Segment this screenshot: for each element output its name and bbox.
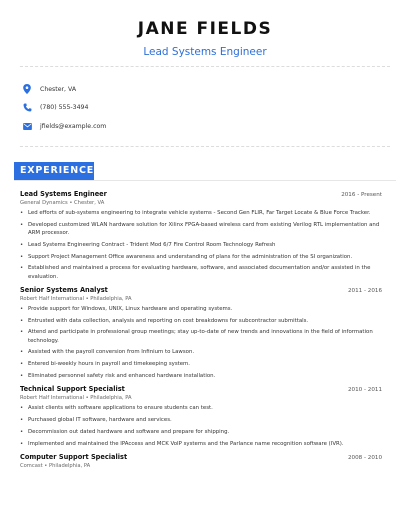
job-title: Senior Systems Analyst [20,285,108,294]
experience-list [20,190,382,474]
job-bullet: • Assist clients with software applications to ensure students can test. [20,404,382,412]
job-company: Robert Half International • Philadelphia, PA [20,295,132,302]
job-title: Technical Support Specialist [20,385,125,394]
contact-location-text: Chester, VA [40,85,77,93]
job-title: Lead Systems Engineer [20,190,107,198]
job-title: Computer Support Specialist [20,452,128,461]
section-title-experience: EXPERIENCE [14,162,94,180]
job-bullets [20,404,382,448]
job-entry [20,453,382,469]
contact-info [22,80,106,136]
job-dates: 2011 - 2016 [347,287,382,294]
job-bullet: • Decommission out dated hardware and software and prepare for shipping. [20,428,382,436]
job-entry [20,190,382,281]
job-dates: 2010 - 2011 [347,387,382,394]
candidate-name: JANE FIELDS [137,19,273,39]
job-bullet: • Established and maintained a process for evaluating hardware, software, and associated documentation and/or assisted in the evaluation. [20,264,382,280]
job-company: Robert Half International • Philadelphia, PA [20,395,132,402]
job-bullet: • Provide support for Windows, UNIX, Linux hardware and operating systems. [20,305,382,313]
divider-bottom [20,146,390,147]
job-bullet: • Led efforts of sub-systems engineering to integrate vehicle systems - Second Gen FLIR, Far Target Locate & Blue Force Tracker. [20,209,382,217]
job-header [20,190,382,198]
job-bullets [20,305,382,380]
job-entry [20,385,382,448]
job-bullet: • Eliminated personnel safety risk and enhanced hardware installation. [20,372,382,380]
contact-phone-text: (780) 555-3494 [40,104,89,111]
job-company: General Dynamics • Chester, VA [20,200,105,206]
job-entry [20,286,382,380]
job-dates: 2008 - 2010 [347,454,382,461]
divider-top [20,66,390,67]
job-bullet: • Support Project Management Office awareness and understanding of plans for the administration of the SI organization. [20,253,382,261]
job-header [20,453,382,461]
contact-email [22,117,106,135]
contact-email-text[interactable]: jfields@example.com [40,122,107,130]
job-bullet: • Lead Systems Engineering Contract - Trident Mod 6/7 Fire Control Room Technology Refresh [20,241,382,249]
location-pin-icon [22,84,32,94]
mail-icon [22,121,32,131]
candidate-role: Lead Systems Engineer [143,46,267,58]
job-bullet: • Entered bi-weekly hours in payroll and timekeeping system. [20,360,382,368]
job-bullet: • Assisted with the payroll conversion from Infinium to Lawson. [20,348,382,356]
job-bullets [20,209,382,281]
job-bullet: • Developed customized WLAN hardware solution for Xilinx FPGA-based wireless card from existing Verilog RTL implementation and ARM processor. [20,221,382,237]
job-bullet: • Implemented and maintained the IPAccess and MCK VoIP systems and the Parlance name recognition software (IVR). [20,440,382,448]
resume-header [0,0,410,58]
job-header [20,286,382,294]
job-bullet: • Attend and participate in professional group meetings; stay up-to-date of new trends and innovations in the field of information technology. [20,328,382,344]
section-underline [14,180,396,181]
contact-location [22,80,106,98]
phone-icon [22,103,32,113]
contact-phone [22,99,106,117]
job-dates: 2016 - Present [341,192,382,198]
job-company: Comcast • Philadelphia, PA [20,462,91,469]
job-bullet: • Purchased global IT software, hardware and services. [20,416,382,424]
job-header [20,385,382,393]
job-bullet: • Entrusted with data collection, analysis and reporting on cost breakdowns for subcontractor submittals. [20,317,382,325]
